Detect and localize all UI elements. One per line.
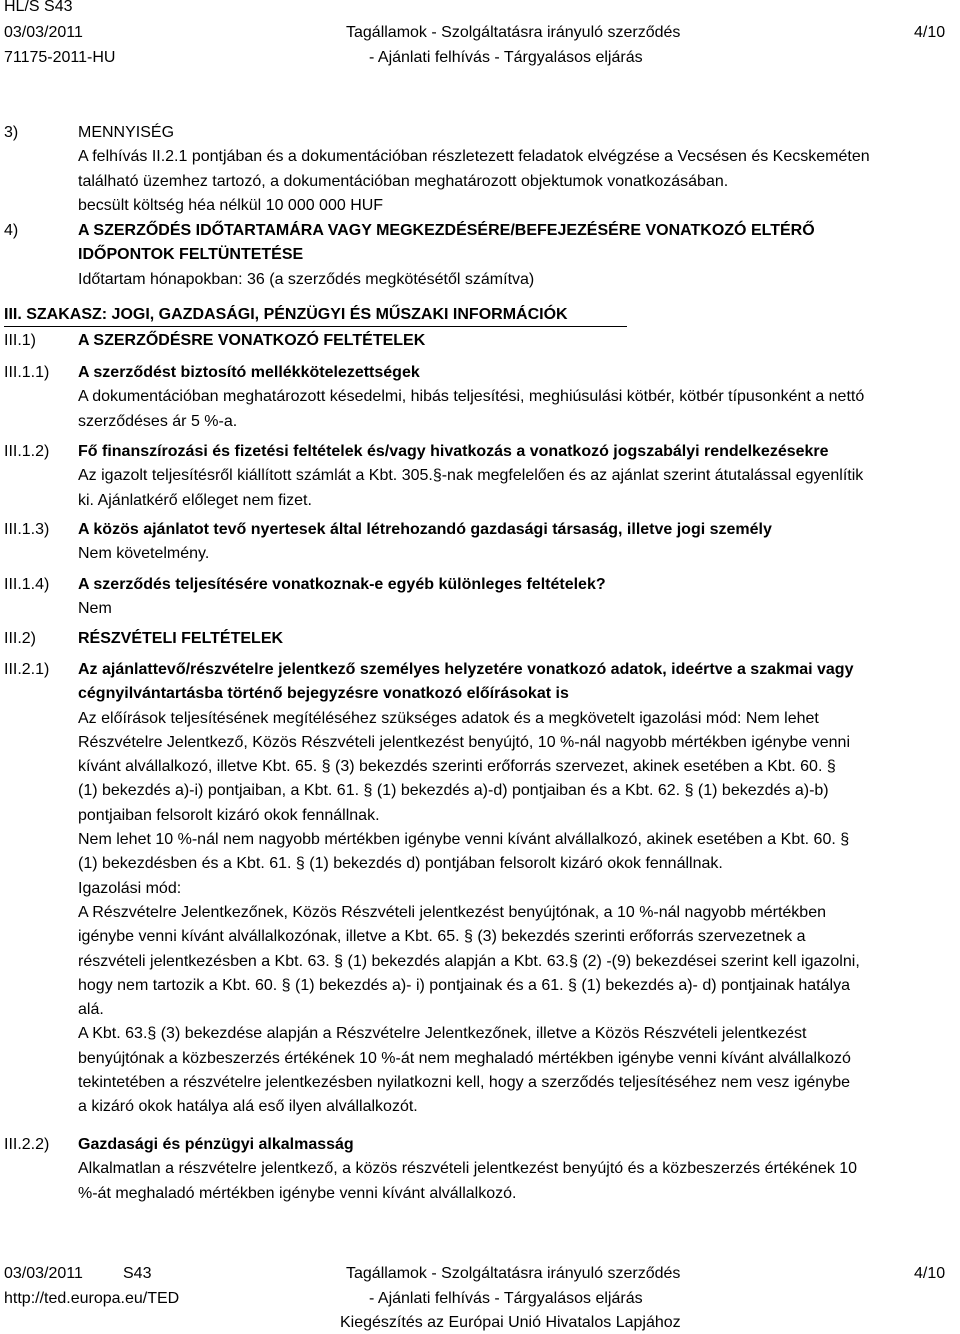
- iii1-number: III.1): [4, 332, 37, 349]
- item-line: Nem követelmény.: [78, 545, 210, 563]
- section-3: [78, 121, 956, 218]
- section-4-text: Időtartam hónapokban: 36 (a szerződés megkötésétől számítva): [78, 271, 535, 288]
- part-3-underline: [4, 326, 627, 327]
- section-4-number: 4): [4, 222, 19, 239]
- item-line: Alkalmatlan a részvételre jelentkező, a közös részvételi jelentkezést benyújtó és a közbeszerzés értékének 10: [78, 1160, 858, 1178]
- item-line: igénybe venni kívánt alvállalkozónak, illetve a Kbt. 65. § (3) bekezdés szerinti erőforrás szervezetnek a: [78, 928, 806, 946]
- item-title: RÉSZVÉTELI FELTÉTELEK: [78, 630, 284, 647]
- section-3-line: A felhívás II.2.1 pontjában és a dokumentációban részletezett feladatok elvégzése a Vecsésen és Kecskeméten: [78, 148, 870, 166]
- item-line: tekintetében a részvételre jelentkezésben nyilatkozni kell, hogy a szerződés teljesítéséhez nem vesz igénybe: [78, 1074, 850, 1092]
- header-title-line1: Tagállamok - Szolgáltatásra irányuló szerződés: [346, 24, 681, 41]
- item-line: szerződéses ár 5 %-a.: [78, 412, 238, 430]
- item-iii-1-4: [78, 573, 956, 622]
- footer-page-number: 4/10: [914, 1265, 946, 1282]
- item-title: Gazdasági és pénzügyi alkalmasság: [78, 1136, 354, 1153]
- item-number: III.1.1): [4, 364, 50, 381]
- footer-title-line1: Tagállamok - Szolgáltatásra irányuló szerződés: [346, 1265, 681, 1282]
- item-line: A Részvételre Jelentkezőnek, Közös Részvételi jelentkezést benyújtónak, a 10 %-nál nagyobb mértékben: [78, 903, 826, 921]
- header-date: 03/03/2011: [4, 24, 83, 41]
- item-line: pontjaiban felsorolt kizáró okok fennállnak.: [78, 806, 380, 824]
- item-number: III.1.3): [4, 521, 50, 538]
- footer-title-line3: Kiegészítés az Európai Unió Hivatalos Lapjához: [340, 1314, 681, 1331]
- item-line: (1) bekezdés a)-i) pontjaiban, a Kbt. 61. § (1) bekezdés a)-d) pontjaiban és a Kbt. 62. § (1) bekezdés a)-b): [78, 782, 829, 800]
- item-iii-2-2: [78, 1133, 956, 1206]
- item-title-line: cégnyilvántartásba történő bejegyzésre vonatkozó előírásokat is: [78, 685, 569, 703]
- item-title: Fő finanszírozási és fizetési feltételek és/vagy hivatkozás a vonatkozó jogszabályi rendelkezésekre: [78, 443, 829, 460]
- iii1-title: A SZERZŐDÉSRE VONATKOZÓ FELTÉTELEK: [78, 332, 426, 349]
- part-3-title: III. SZAKASZ: JOGI, GAZDASÁGI, PÉNZÜGYI ÉS MŰSZAKI INFORMÁCIÓK: [4, 306, 568, 323]
- item-line: hogy nem tartozik a Kbt. 60. § (1) bekezdés a)- i) pontjainak és a 61. § (1) bekezdés a)- d) pontjainak hatálya: [78, 976, 850, 994]
- item-title: A szerződést biztosító mellékkötelezettségek: [78, 364, 420, 381]
- footer-code: S43: [123, 1265, 152, 1282]
- item-line: Nem: [78, 600, 112, 618]
- header-page-number: 4/10: [914, 24, 946, 41]
- item-line: A dokumentációban meghatározott késedelmi, hibás teljesítési, meghiúsulási kötbér, kötbér típusonként a nettó: [78, 388, 865, 406]
- footer-date: 03/03/2011: [4, 1265, 83, 1282]
- header-id: 71175-2011-HU: [4, 49, 116, 66]
- footer-url: http://ted.europa.eu/TED: [4, 1290, 180, 1307]
- item-line: %-át meghaladó mértékben igénybe venni kívánt alvállalkozó.: [78, 1184, 517, 1202]
- item-iii-1-2: [78, 440, 956, 513]
- item-line: ki. Ajánlatkérő előleget nem fizet.: [78, 491, 312, 509]
- header-code: HL/S S43: [4, 0, 73, 15]
- item-line: Az előírások teljesítésének megítéléséhez szükséges adatok és a megkövetelt igazolási mód: Nem lehet: [78, 709, 819, 727]
- item-line: kívánt alvállalkozó, illetve Kbt. 65. § (3) bekezdés szerinti erőforrás szervezet, akinek esetében a Kbt. 60. §: [78, 758, 836, 776]
- item-number: III.2.2): [4, 1136, 50, 1153]
- item-number: III.2.1): [4, 661, 50, 678]
- item-title: A közös ajánlatot tevő nyertesek által létrehozandó gazdasági társaság, illetve jogi személy: [78, 521, 772, 538]
- footer-title-line2: - Ajánlati felhívás - Tárgyalásos eljárás: [369, 1290, 643, 1307]
- section-4-title-line2: IDŐPONTOK FELTÜNTETÉSE: [78, 246, 304, 264]
- section-4-title: [78, 219, 956, 268]
- item-number: III.1.4): [4, 576, 50, 593]
- section-3-line: található üzemhez tartozó, a dokumentációban meghatározott objektumok vonatkozásában.: [78, 172, 729, 190]
- section-3-number: 3): [4, 124, 19, 141]
- item-line: benyújtónak a közbeszerzés értékének 10 %-át nem meghaladó mértékben igénybe venni kívánt alvállalkozó: [78, 1049, 851, 1067]
- item-line: (1) bekezdésben és a Kbt. 61. § (1) bekezdés d) pontjában felsorolt kizáró okok fennállnak.: [78, 855, 723, 873]
- item-number: III.1.2): [4, 443, 50, 460]
- item-iii-1-3: [78, 518, 956, 567]
- item-title: A szerződés teljesítésére vonatkoznak-e egyéb különleges feltételek?: [78, 576, 606, 593]
- header-title-line2: - Ajánlati felhívás - Tárgyalásos eljárás: [369, 49, 643, 66]
- item-line: részvételi jelentkezésben a Kbt. 63. § (1) bekezdés alapján a Kbt. 63.§ (2) -(9) bekezdései szerint kell igazolni,: [78, 952, 860, 970]
- item-line: Nem lehet 10 %-nál nem nagyobb mértékben igénybe venni kívánt alvállalkozó, akinek esetében a Kbt. 60. §: [78, 831, 850, 849]
- section-3-title: MENNYISÉG: [78, 124, 175, 141]
- item-line: A Kbt. 63.§ (3) bekezdése alapján a Részvételre Jelentkezőnek, illetve a Közös Részvételi jelentkezést: [78, 1025, 807, 1043]
- item-iii-1-1: [78, 361, 956, 434]
- section-4-title-line1: A SZERZŐDÉS IDŐTARTAMÁRA VAGY MEGKEZDÉSÉRE/BEFEJEZÉSÉRE VONATKOZÓ ELTÉRŐ: [78, 222, 815, 239]
- section-3-cost: becsült költség héa nélkül 10 000 000 HUF: [78, 196, 384, 214]
- item-line: Részvételre Jelentkező, Közös Részvételi jelentkezést benyújtó, 10 %-nál nagyobb mértékben igénybe venni: [78, 733, 850, 751]
- item-number: III.2): [4, 630, 37, 647]
- item-line: Az igazolt teljesítésről kiállított számlát a Kbt. 305.§-nak megfelelően és az ajánlat szerint átutalással egyenlítik: [78, 467, 864, 485]
- item-line: alá.: [78, 1001, 104, 1019]
- item-line: a kizáró okok hatálya alá eső ilyen alvállalkozót.: [78, 1098, 418, 1116]
- item-title-line: Az ajánlattevő/részvételre jelentkező személyes helyzetére vonatkozó adatok, ideértve a szakmai vagy: [78, 661, 854, 678]
- item-line: Igazolási mód:: [78, 879, 182, 897]
- item-iii-2-1: [78, 658, 956, 1120]
